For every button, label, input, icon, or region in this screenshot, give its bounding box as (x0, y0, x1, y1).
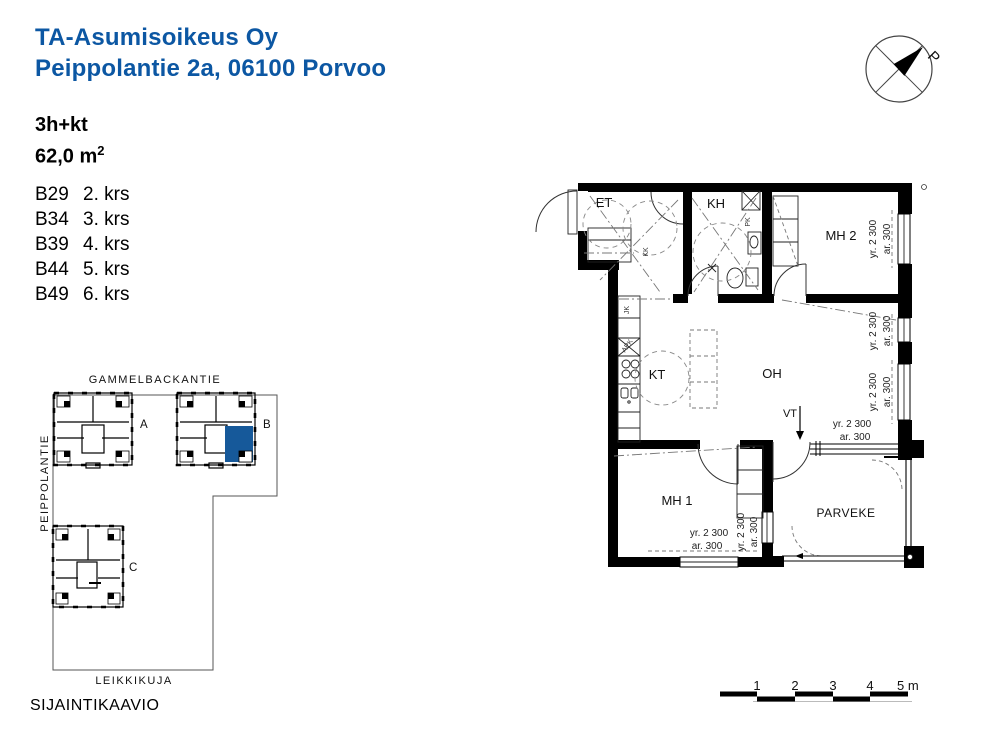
ann-yr: yr. 2 300 (736, 512, 747, 552)
window-oh-upper (898, 318, 910, 342)
site-plan-caption: SIJAINTIKAAVIO (30, 697, 160, 714)
ann-yr: yr. 2 300 (868, 372, 879, 412)
street-label-left: PEIPPOLANTIE (39, 434, 51, 532)
unit-row: B49 6. krs (35, 283, 130, 305)
street-label-bottom: LEIKKIKUJA (95, 675, 173, 687)
building-b-label: B (263, 419, 271, 431)
north-needle-icon (894, 47, 923, 76)
room-label-et: ET (595, 195, 613, 210)
measurement-annotations (690, 219, 893, 552)
apartment-info (35, 112, 129, 307)
ann-ar: ar. 300 (882, 223, 893, 255)
kh-door (688, 266, 718, 296)
mh2-wardrobe (773, 196, 798, 266)
building-b (177, 393, 255, 468)
window-mh1-balcony (762, 512, 773, 543)
unit-row: B29 2. krs (35, 183, 130, 205)
street-label-top: GAMMELBACKANTIE (88, 374, 222, 386)
vt-arrow (796, 406, 804, 440)
building-a (54, 393, 132, 468)
kk-label: KK (643, 247, 650, 257)
room-label-kt: KT (648, 367, 666, 382)
unit-row: B44 5. krs (35, 258, 130, 280)
scale-bar-segments (720, 694, 912, 702)
et-inner-door (651, 192, 683, 224)
document-title (35, 22, 386, 84)
room-label-mh1: MH 1 (661, 493, 693, 508)
apartment-floorplan (538, 158, 942, 614)
ann-ar: ar. 300 (882, 376, 893, 408)
site-plan (28, 368, 328, 718)
address: Peippolantie 2a, 06100 Porvoo (35, 55, 387, 82)
north-label: P (924, 47, 944, 67)
corner-marker (922, 185, 927, 190)
scale-tick-2: 2 (791, 678, 799, 693)
room-label-mh2: MH 2 (825, 228, 857, 243)
mh1-wardrobe (737, 446, 763, 518)
ann-yr: yr. 2 300 (868, 219, 879, 259)
window-mh2 (898, 214, 910, 264)
scale-tick-5: 5 m (897, 678, 919, 693)
scale-tick-3: 3 (829, 678, 837, 693)
apk-label: APK (620, 338, 635, 354)
scale-tick-4: 4 (866, 678, 874, 693)
corner-marker (908, 555, 913, 560)
building-a-label: A (140, 419, 148, 431)
apartment-area: 62,0 $m^2$ (35, 143, 105, 168)
scale-bar (712, 672, 927, 707)
pk-label: PK (745, 217, 752, 227)
et-closet (588, 228, 631, 262)
ann-ar: ar. 300 (749, 516, 760, 548)
ann-ar: ar. 300 (691, 541, 723, 552)
vt-label: VT (782, 408, 797, 420)
ann-ar: ar. 300 (839, 432, 871, 443)
unit-row: B39 4. krs (35, 233, 130, 255)
escape-arrow (795, 553, 836, 559)
ann-yr: yr. 2 300 (689, 528, 729, 539)
unit-row: B34 3. krs (35, 208, 130, 230)
entrance-door (536, 190, 577, 234)
window-oh-lower (898, 364, 910, 420)
building-c (53, 526, 123, 607)
apartment-type: 3h+kt (35, 114, 88, 136)
building-c-label: C (129, 562, 138, 574)
room-label-kh: KH (706, 196, 726, 211)
ann-yr: yr. 2 300 (868, 311, 879, 351)
jk-label: JK (624, 305, 631, 315)
company-name: TA-Asumisoikeus Oy (35, 24, 279, 51)
ann-yr: yr. 2 300 (832, 419, 872, 430)
unit-list (35, 182, 129, 307)
room-label-parveke: PARVEKE (816, 506, 876, 520)
dining-table (690, 330, 717, 408)
ann-ar: ar. 300 (882, 315, 893, 347)
window-mh1-bottom (680, 557, 738, 567)
room-labels (596, 195, 876, 520)
compass-rose (858, 16, 950, 112)
mh2-door (774, 264, 806, 296)
scale-tick-1: 1 (753, 678, 761, 693)
room-label-oh: OH (762, 366, 782, 381)
